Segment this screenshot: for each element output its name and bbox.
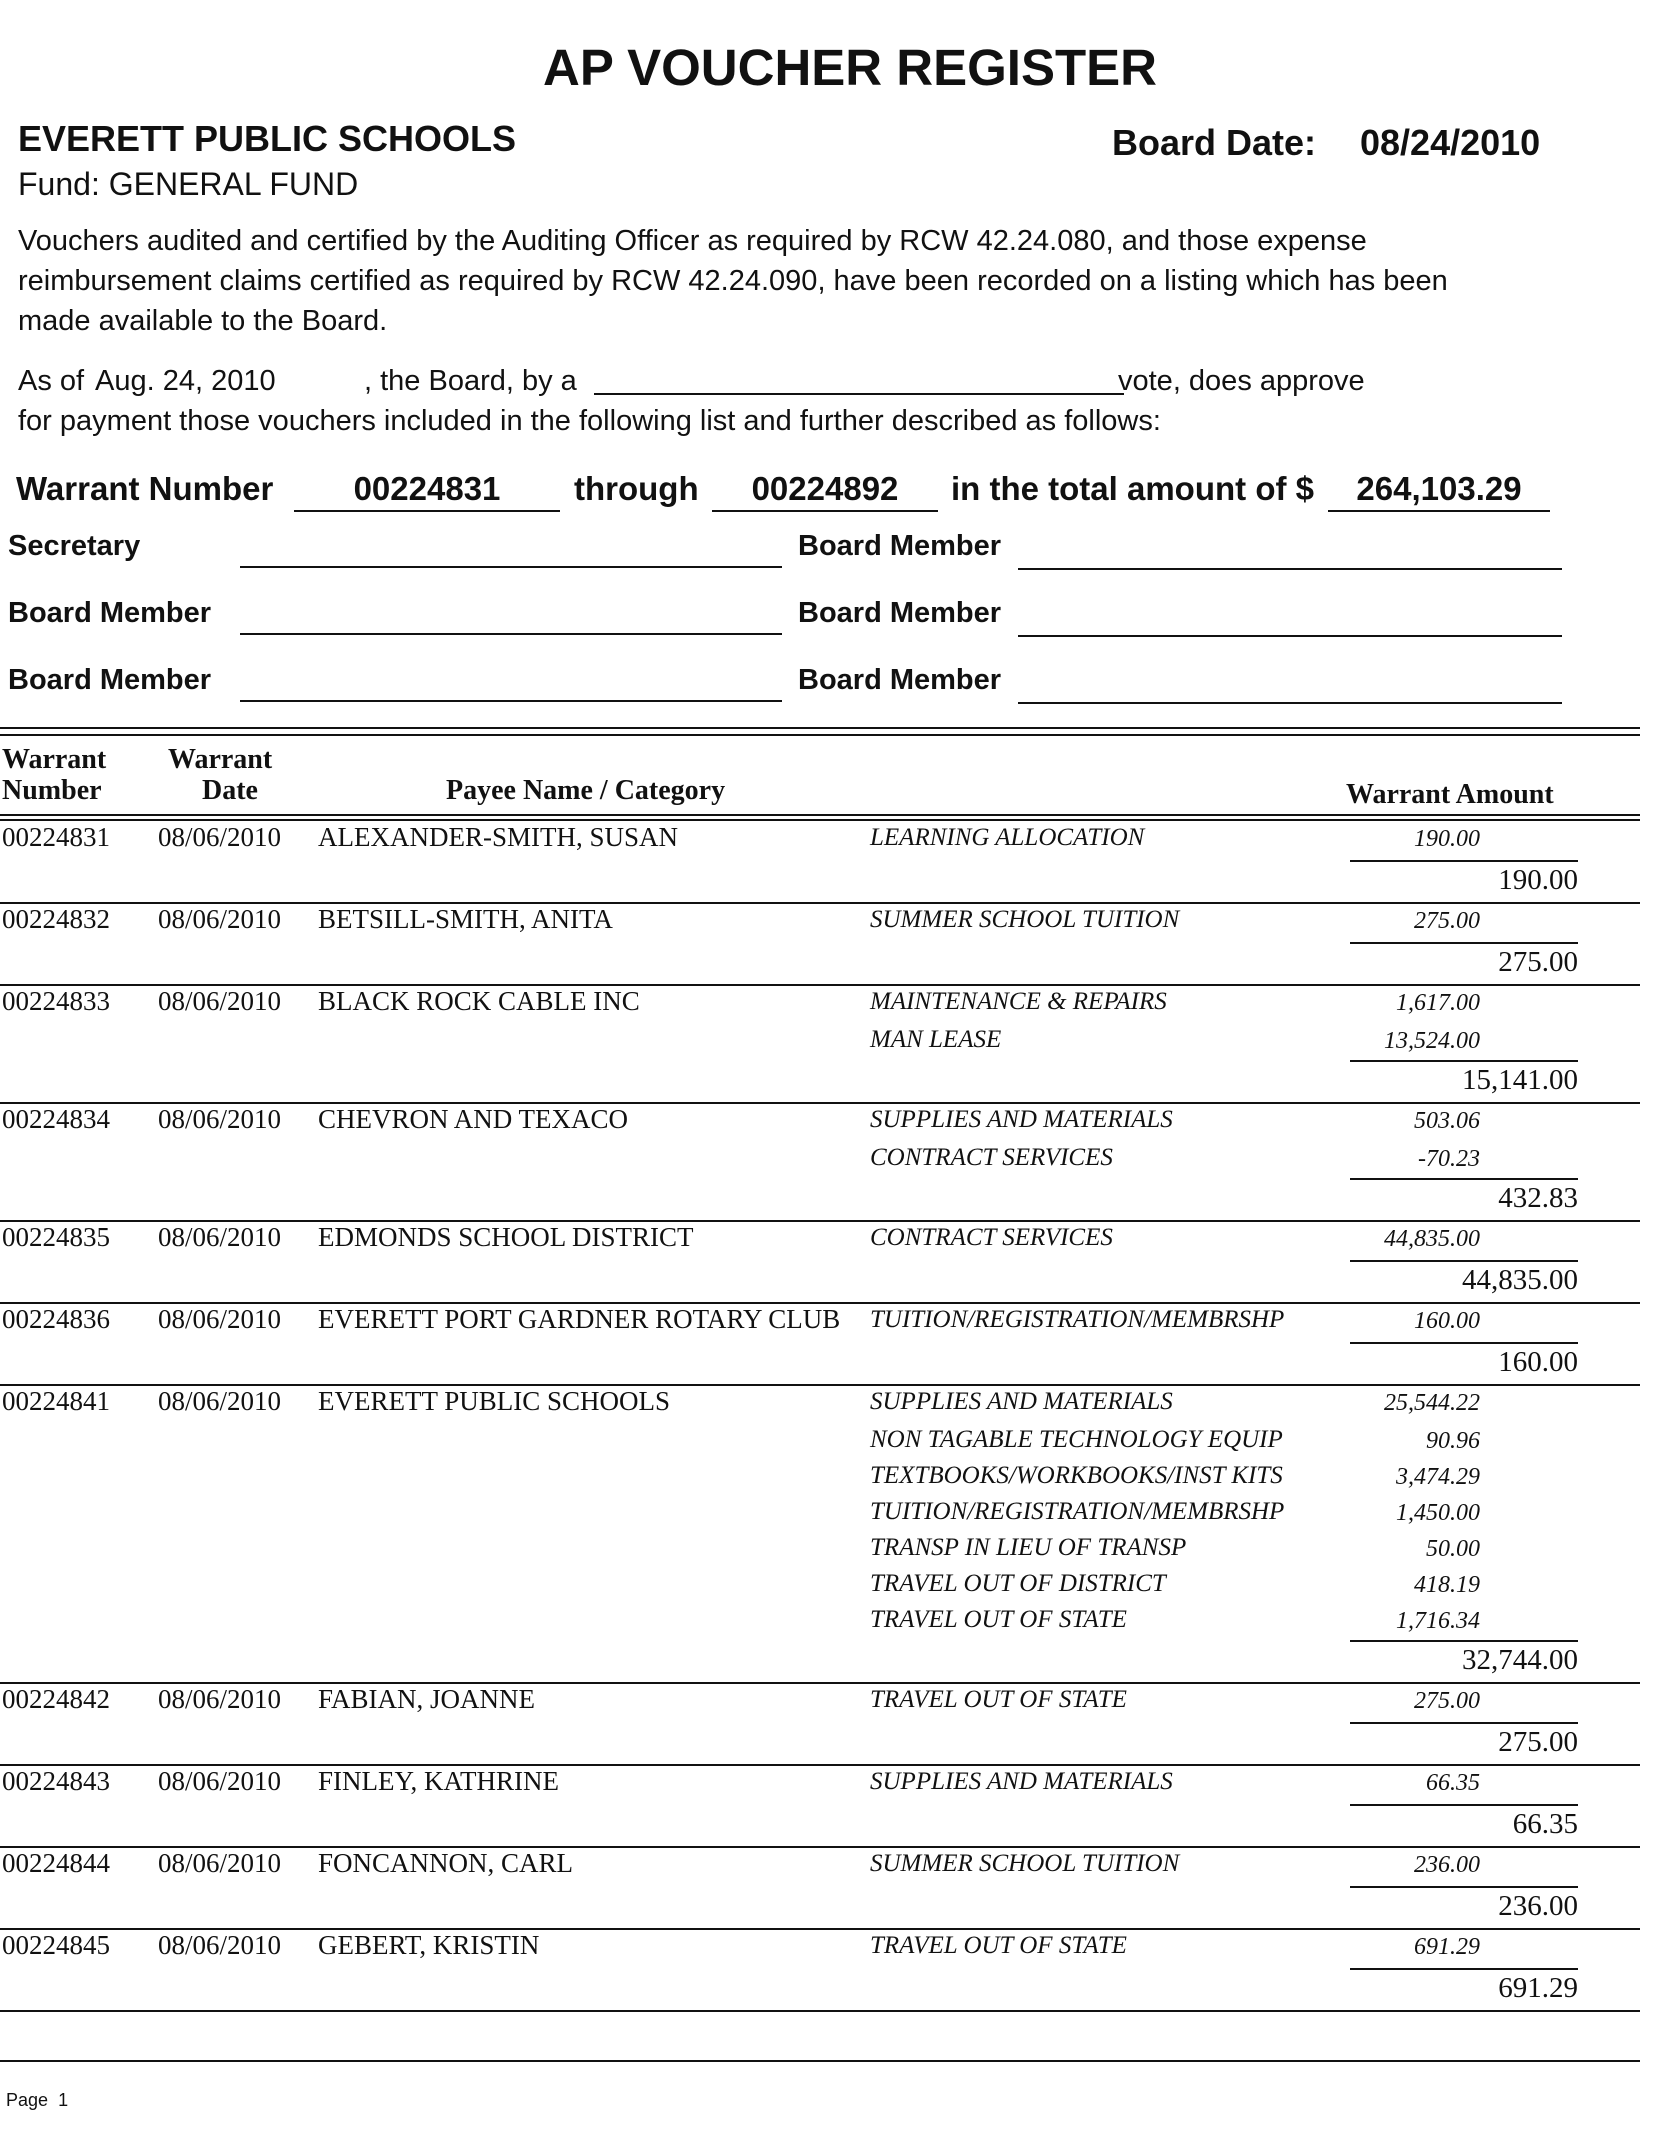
payee-name-cell: FINLEY, KATHRINE [318, 1766, 559, 1796]
category-cell: SUPPLIES AND MATERIALS [870, 1388, 1173, 1415]
category-cell: LEARNING ALLOCATION [870, 824, 1145, 851]
warrant-date-cell: 08/06/2010 [158, 1848, 282, 1878]
certification-line: reimbursement claims certified as required by RCW 42.24.090, have been recorded on a listing which has been [18, 265, 1448, 297]
line-amount-cell: 236.00 [1414, 1852, 1480, 1878]
header-payee: Payee Name / Category [446, 775, 726, 806]
category-cell: TEXTBOOKS/WORKBOOKS/INST KITS [870, 1462, 1283, 1489]
header-amount: Warrant Amount [1346, 779, 1554, 810]
line-amount-cell: 66.35 [1426, 1770, 1480, 1796]
warrant-total-cell: 275.00 [1498, 946, 1578, 978]
category-cell: SUPPLIES AND MATERIALS [870, 1106, 1173, 1133]
page-number: Page 1 [6, 2090, 69, 2110]
subtotal-rule [1350, 1804, 1578, 1806]
subtotal-rule [1350, 1260, 1578, 1262]
row-separator [0, 2010, 1640, 2012]
subtotal-rule [1350, 1886, 1578, 1888]
category-cell: NON TAGABLE TECHNOLOGY EQUIP [870, 1426, 1283, 1453]
warrant-number-cell: 00224842 [2, 1684, 110, 1714]
warrant-total-cell: 275.00 [1498, 1726, 1578, 1758]
line-amount-cell: 190.00 [1414, 826, 1480, 852]
warrant-date-cell: 08/06/2010 [158, 1766, 282, 1796]
warrant-date-cell: 08/06/2010 [158, 1386, 282, 1416]
certification-line: made available to the Board. [18, 305, 388, 337]
certification-line: Vouchers audited and certified by the Auditing Officer as required by RCW 42.24.080, and those expense [18, 225, 1367, 257]
line-amount-cell: 90.96 [1426, 1428, 1480, 1454]
board-member-label: Board Member [798, 664, 1002, 696]
warrant-date-cell: 08/06/2010 [158, 1222, 282, 1252]
organization-name: EVERETT PUBLIC SCHOOLS [18, 118, 517, 159]
line-amount-cell: 1,450.00 [1396, 1500, 1480, 1526]
footer-rule [0, 2060, 1640, 2062]
line-amount-cell: 1,617.00 [1396, 990, 1480, 1016]
category-cell: SUMMER SCHOOL TUITION [870, 906, 1180, 933]
payee-name-cell: CHEVRON AND TEXACO [318, 1104, 629, 1134]
category-cell: TRAVEL OUT OF STATE [870, 1606, 1127, 1633]
category-cell: CONTRACT SERVICES [870, 1144, 1113, 1171]
line-amount-cell: 1,716.34 [1396, 1608, 1480, 1634]
subtotal-rule [1350, 1640, 1578, 1642]
warrant-number-cell: 00224836 [2, 1304, 110, 1334]
payee-name-cell: EDMONDS SCHOOL DISTRICT [318, 1222, 694, 1252]
warrant-total-cell: 190.00 [1498, 864, 1578, 896]
warrant-date-cell: 08/06/2010 [158, 1930, 282, 1960]
line-amount-cell: 275.00 [1414, 908, 1480, 934]
category-cell: MAN LEASE [870, 1026, 1002, 1053]
subtotal-rule [1350, 1342, 1578, 1344]
warrant-number-cell: 00224834 [2, 1104, 110, 1134]
secretary-label: Secretary [8, 530, 141, 562]
line-amount-cell: 160.00 [1414, 1308, 1480, 1334]
category-cell: CONTRACT SERVICES [870, 1224, 1113, 1251]
warrant-date-cell: 08/06/2010 [158, 1104, 282, 1134]
line-amount-cell: 44,835.00 [1384, 1226, 1480, 1252]
warrant-from: 00224831 [294, 470, 560, 512]
warrant-number-cell: 00224831 [2, 822, 110, 852]
line-amount-cell: 418.19 [1414, 1572, 1480, 1598]
payee-name-cell: FABIAN, JOANNE [318, 1684, 536, 1714]
subtotal-rule [1350, 1178, 1578, 1180]
warrant-number-cell: 00224845 [2, 1930, 110, 1960]
warrant-date-cell: 08/06/2010 [158, 1684, 282, 1714]
category-cell: TRANSP IN LIEU OF TRANSP [870, 1534, 1187, 1561]
category-cell: TUITION/REGISTRATION/MEMBRSHP [870, 1498, 1285, 1525]
category-cell: MAINTENANCE & REPAIRS [870, 988, 1167, 1015]
board-date-value: 08/24/2010 [1360, 122, 1541, 163]
warrant-number-label: Warrant Number [16, 470, 274, 507]
warrant-number-cell: 00224844 [2, 1848, 110, 1878]
warrant-number-cell: 00224832 [2, 904, 110, 934]
payee-name-cell: EVERETT PUBLIC SCHOOLS [318, 1386, 671, 1416]
warrant-to: 00224892 [712, 470, 938, 512]
board-member-label: Board Member [798, 530, 1002, 562]
warrant-number-cell: 00224833 [2, 986, 110, 1016]
subtotal-rule [1350, 1722, 1578, 1724]
payee-name-cell: BLACK ROCK CABLE INC [318, 986, 640, 1016]
board-by-text: , the Board, by a [364, 365, 577, 397]
line-amount-cell: 503.06 [1414, 1108, 1480, 1134]
payee-name-cell: BETSILL-SMITH, ANITA [318, 904, 613, 934]
payee-name-cell: GEBERT, KRISTIN [318, 1930, 540, 1960]
payee-name-cell: ALEXANDER-SMITH, SUSAN [318, 822, 679, 852]
warrant-number-cell: 00224843 [2, 1766, 110, 1796]
payee-name-cell: EVERETT PORT GARDNER ROTARY CLUB [318, 1304, 841, 1334]
header-warrant-number: Warrant Number [2, 744, 107, 806]
warrant-total-cell: 432.83 [1498, 1182, 1578, 1214]
category-cell: TRAVEL OUT OF STATE [870, 1686, 1127, 1713]
board-member-label: Board Member [8, 597, 212, 629]
warrant-number-cell: 00224835 [2, 1222, 110, 1252]
warrant-date-cell: 08/06/2010 [158, 904, 282, 934]
board-date-label: Board Date: [1112, 122, 1317, 163]
vote-text: vote, does approve [1118, 365, 1365, 397]
board-member-label: Board Member [798, 597, 1002, 629]
line-amount-cell: 50.00 [1426, 1536, 1480, 1562]
subtotal-rule [1350, 860, 1578, 862]
approval-line-2: for payment those vouchers included in the following list and further described as follows: [18, 405, 1161, 437]
category-cell: TRAVEL OUT OF DISTRICT [870, 1570, 1166, 1597]
line-amount-cell: 25,544.22 [1384, 1390, 1480, 1416]
subtotal-rule [1350, 1060, 1578, 1062]
warrant-total-cell: 66.35 [1512, 1808, 1578, 1840]
as-of-date: Aug. 24, 2010 [95, 365, 276, 397]
warrant-date-cell: 08/06/2010 [158, 986, 282, 1016]
warrant-number-cell: 00224841 [2, 1386, 110, 1416]
line-amount-cell: -70.23 [1418, 1146, 1480, 1172]
warrant-total-cell: 44,835.00 [1462, 1264, 1578, 1296]
line-amount-cell: 3,474.29 [1396, 1464, 1480, 1490]
category-cell: TRAVEL OUT OF STATE [870, 1932, 1127, 1959]
subtotal-rule [1350, 1968, 1578, 1970]
page-title: AP VOUCHER REGISTER [543, 39, 1157, 96]
category-cell: SUPPLIES AND MATERIALS [870, 1768, 1173, 1795]
line-amount-cell: 275.00 [1414, 1688, 1480, 1714]
warrant-total-cell: 160.00 [1498, 1346, 1578, 1378]
as-of-label: As of [18, 365, 85, 397]
fund-label: Fund: GENERAL FUND [18, 166, 359, 202]
header-warrant-date: Warrant Date [168, 744, 273, 806]
total-amount-label: in the total amount of $ [951, 470, 1314, 507]
warrant-total-cell: 236.00 [1498, 1890, 1578, 1922]
board-member-label: Board Member [8, 664, 212, 696]
through-label: through [574, 470, 699, 507]
warrant-date-cell: 08/06/2010 [158, 1304, 282, 1334]
payee-name-cell: FONCANNON, CARL [318, 1848, 574, 1878]
line-amount-cell: 13,524.00 [1384, 1028, 1480, 1054]
warrant-total-cell: 691.29 [1498, 1972, 1578, 2004]
category-cell: SUMMER SCHOOL TUITION [870, 1850, 1180, 1877]
warrant-total-cell: 15,141.00 [1462, 1064, 1578, 1096]
warrant-date-cell: 08/06/2010 [158, 822, 282, 852]
subtotal-rule [1350, 942, 1578, 944]
category-cell: TUITION/REGISTRATION/MEMBRSHP [870, 1306, 1285, 1333]
warrant-total: 264,103.29 [1328, 470, 1550, 512]
line-amount-cell: 691.29 [1414, 1934, 1480, 1960]
warrant-total-cell: 32,744.00 [1462, 1644, 1578, 1676]
